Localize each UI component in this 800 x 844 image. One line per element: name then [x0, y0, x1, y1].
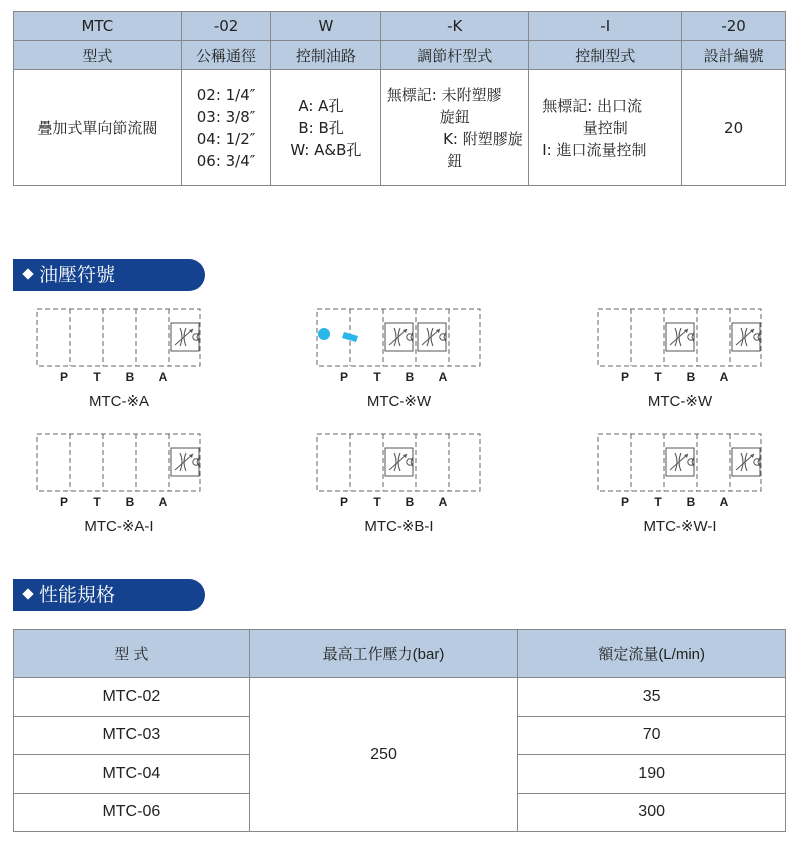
port-labels	[54, 495, 194, 509]
port-labels	[615, 370, 755, 384]
port-label-a: A	[719, 370, 729, 384]
circuit-option: W: A&B孔	[290, 140, 362, 159]
symbols-section-title: 油壓符號	[39, 264, 116, 286]
port-label-a: A	[438, 495, 448, 509]
hydraulic-symbol-icon	[36, 433, 202, 493]
symbol-mtc-a-i	[36, 433, 202, 543]
circuit-option: B: B孔	[298, 118, 344, 137]
code-header-model: MTC	[14, 12, 182, 41]
design-no-cell: 20	[682, 70, 786, 186]
order-code-table	[13, 11, 786, 186]
symbols-section-header	[13, 259, 205, 291]
symbol-caption: MTC-※A	[88, 393, 150, 410]
port-label-a: A	[719, 495, 729, 509]
port-label-p: P	[59, 370, 68, 384]
port-label-t: T	[654, 495, 662, 509]
control-option-none-cont: 量控制	[582, 118, 628, 137]
knob-cell	[381, 70, 529, 186]
port-label-b: B	[405, 495, 415, 509]
table-row	[14, 678, 786, 717]
hydraulic-symbol-icon	[597, 308, 763, 368]
spec-flow-cell: 190	[518, 755, 786, 794]
port-label-t: T	[373, 495, 381, 509]
size-cell	[181, 70, 271, 186]
port-label-a: A	[158, 370, 168, 384]
port-labels	[54, 370, 194, 384]
symbol-caption: MTC-※W	[366, 393, 432, 410]
port-label-a: A	[438, 370, 448, 384]
model-name-cell: 疊加式單向節流閥	[14, 70, 182, 186]
code-subheader-model: 型式	[14, 41, 182, 70]
code-header-size: -02	[181, 12, 271, 41]
port-label-t: T	[373, 370, 381, 384]
code-header-knob: -K	[381, 12, 529, 41]
port-label-t: T	[93, 495, 101, 509]
symbol-mtc-w	[597, 308, 763, 418]
port-labels	[615, 495, 755, 509]
port-label-a: A	[158, 495, 168, 509]
knob-option-none-cont: 旋鈕	[439, 108, 470, 126]
code-header-control: -I	[529, 12, 682, 41]
hydraulic-symbol-icon	[316, 433, 482, 493]
spec-flow-cell: 300	[518, 793, 786, 832]
port-label-p: P	[620, 370, 629, 384]
symbol-caption: MTC-※B-I	[364, 518, 434, 535]
knob-option-k-cont: 鈕	[447, 152, 463, 170]
symbol-caption: MTC-※W-I	[643, 518, 717, 535]
symbol-mtc-a	[36, 308, 202, 418]
port-labels	[334, 370, 474, 384]
hydraulic-symbol-icon	[597, 433, 763, 493]
control-option-none: 無標記: 出口流	[542, 96, 643, 115]
knob-option-none: 無標記: 未附塑膠	[386, 86, 502, 104]
spec-header-flow: 額定流量(L/min)	[518, 630, 786, 678]
spec-model-cell: MTC-03	[14, 716, 250, 755]
symbol-mtc-w-center	[316, 308, 482, 418]
port-label-b: B	[686, 495, 696, 509]
port-label-p: P	[59, 495, 68, 509]
symbol-mtc-b-i	[316, 433, 482, 543]
code-header-circuit: W	[271, 12, 381, 41]
spec-model-cell: MTC-06	[14, 793, 250, 832]
spec-model-cell: MTC-02	[14, 678, 250, 717]
port-labels	[334, 495, 474, 509]
spec-pressure-cell: 250	[249, 678, 518, 832]
port-label-b: B	[686, 370, 696, 384]
spec-section-header	[13, 579, 205, 611]
blue-dot-mark	[318, 328, 330, 340]
spec-model-cell: MTC-04	[14, 755, 250, 794]
control-option-i: I: 進口流量控制	[542, 140, 647, 159]
code-subheader-design: 設計編號	[682, 41, 786, 70]
code-header-design: -20	[682, 12, 786, 41]
port-label-p: P	[339, 370, 348, 384]
spec-section-title: 性能規格	[39, 584, 116, 606]
symbol-caption: MTC-※W	[647, 393, 713, 410]
port-label-p: P	[339, 495, 348, 509]
knob-option-k: K: 附塑膠旋	[443, 130, 523, 148]
spec-header-pressure: 最高工作壓力(bar)	[249, 630, 518, 678]
spec-table	[13, 629, 786, 832]
code-subheader-control: 控制型式	[529, 41, 682, 70]
symbol-caption: MTC-※A-I	[84, 518, 154, 535]
port-label-b: B	[405, 370, 415, 384]
spec-flow-cell: 70	[518, 716, 786, 755]
size-option: 04: 1/2″	[196, 129, 256, 148]
size-option: 03: 3/8″	[196, 107, 256, 126]
port-label-b: B	[125, 370, 135, 384]
symbol-mtc-w-i	[597, 433, 763, 543]
circuit-cell	[271, 70, 381, 186]
port-label-t: T	[93, 370, 101, 384]
spec-flow-cell: 35	[518, 678, 786, 717]
hydraulic-symbol-icon	[316, 308, 482, 368]
code-subheader-circuit: 控制油路	[271, 41, 381, 70]
port-label-p: P	[620, 495, 629, 509]
spec-header-model: 型 式	[14, 630, 250, 678]
diamond-icon	[22, 588, 33, 599]
port-label-t: T	[654, 370, 662, 384]
port-label-b: B	[125, 495, 135, 509]
circuit-option: A: A孔	[298, 96, 344, 115]
code-subheader-size: 公稱通徑	[181, 41, 271, 70]
code-subheader-knob: 調節杆型式	[381, 41, 529, 70]
size-option: 06: 3/4″	[196, 151, 256, 170]
diamond-icon	[22, 268, 33, 279]
control-cell	[529, 70, 682, 186]
hydraulic-symbol-icon	[36, 308, 202, 368]
size-option: 02: 1/4″	[196, 85, 256, 104]
